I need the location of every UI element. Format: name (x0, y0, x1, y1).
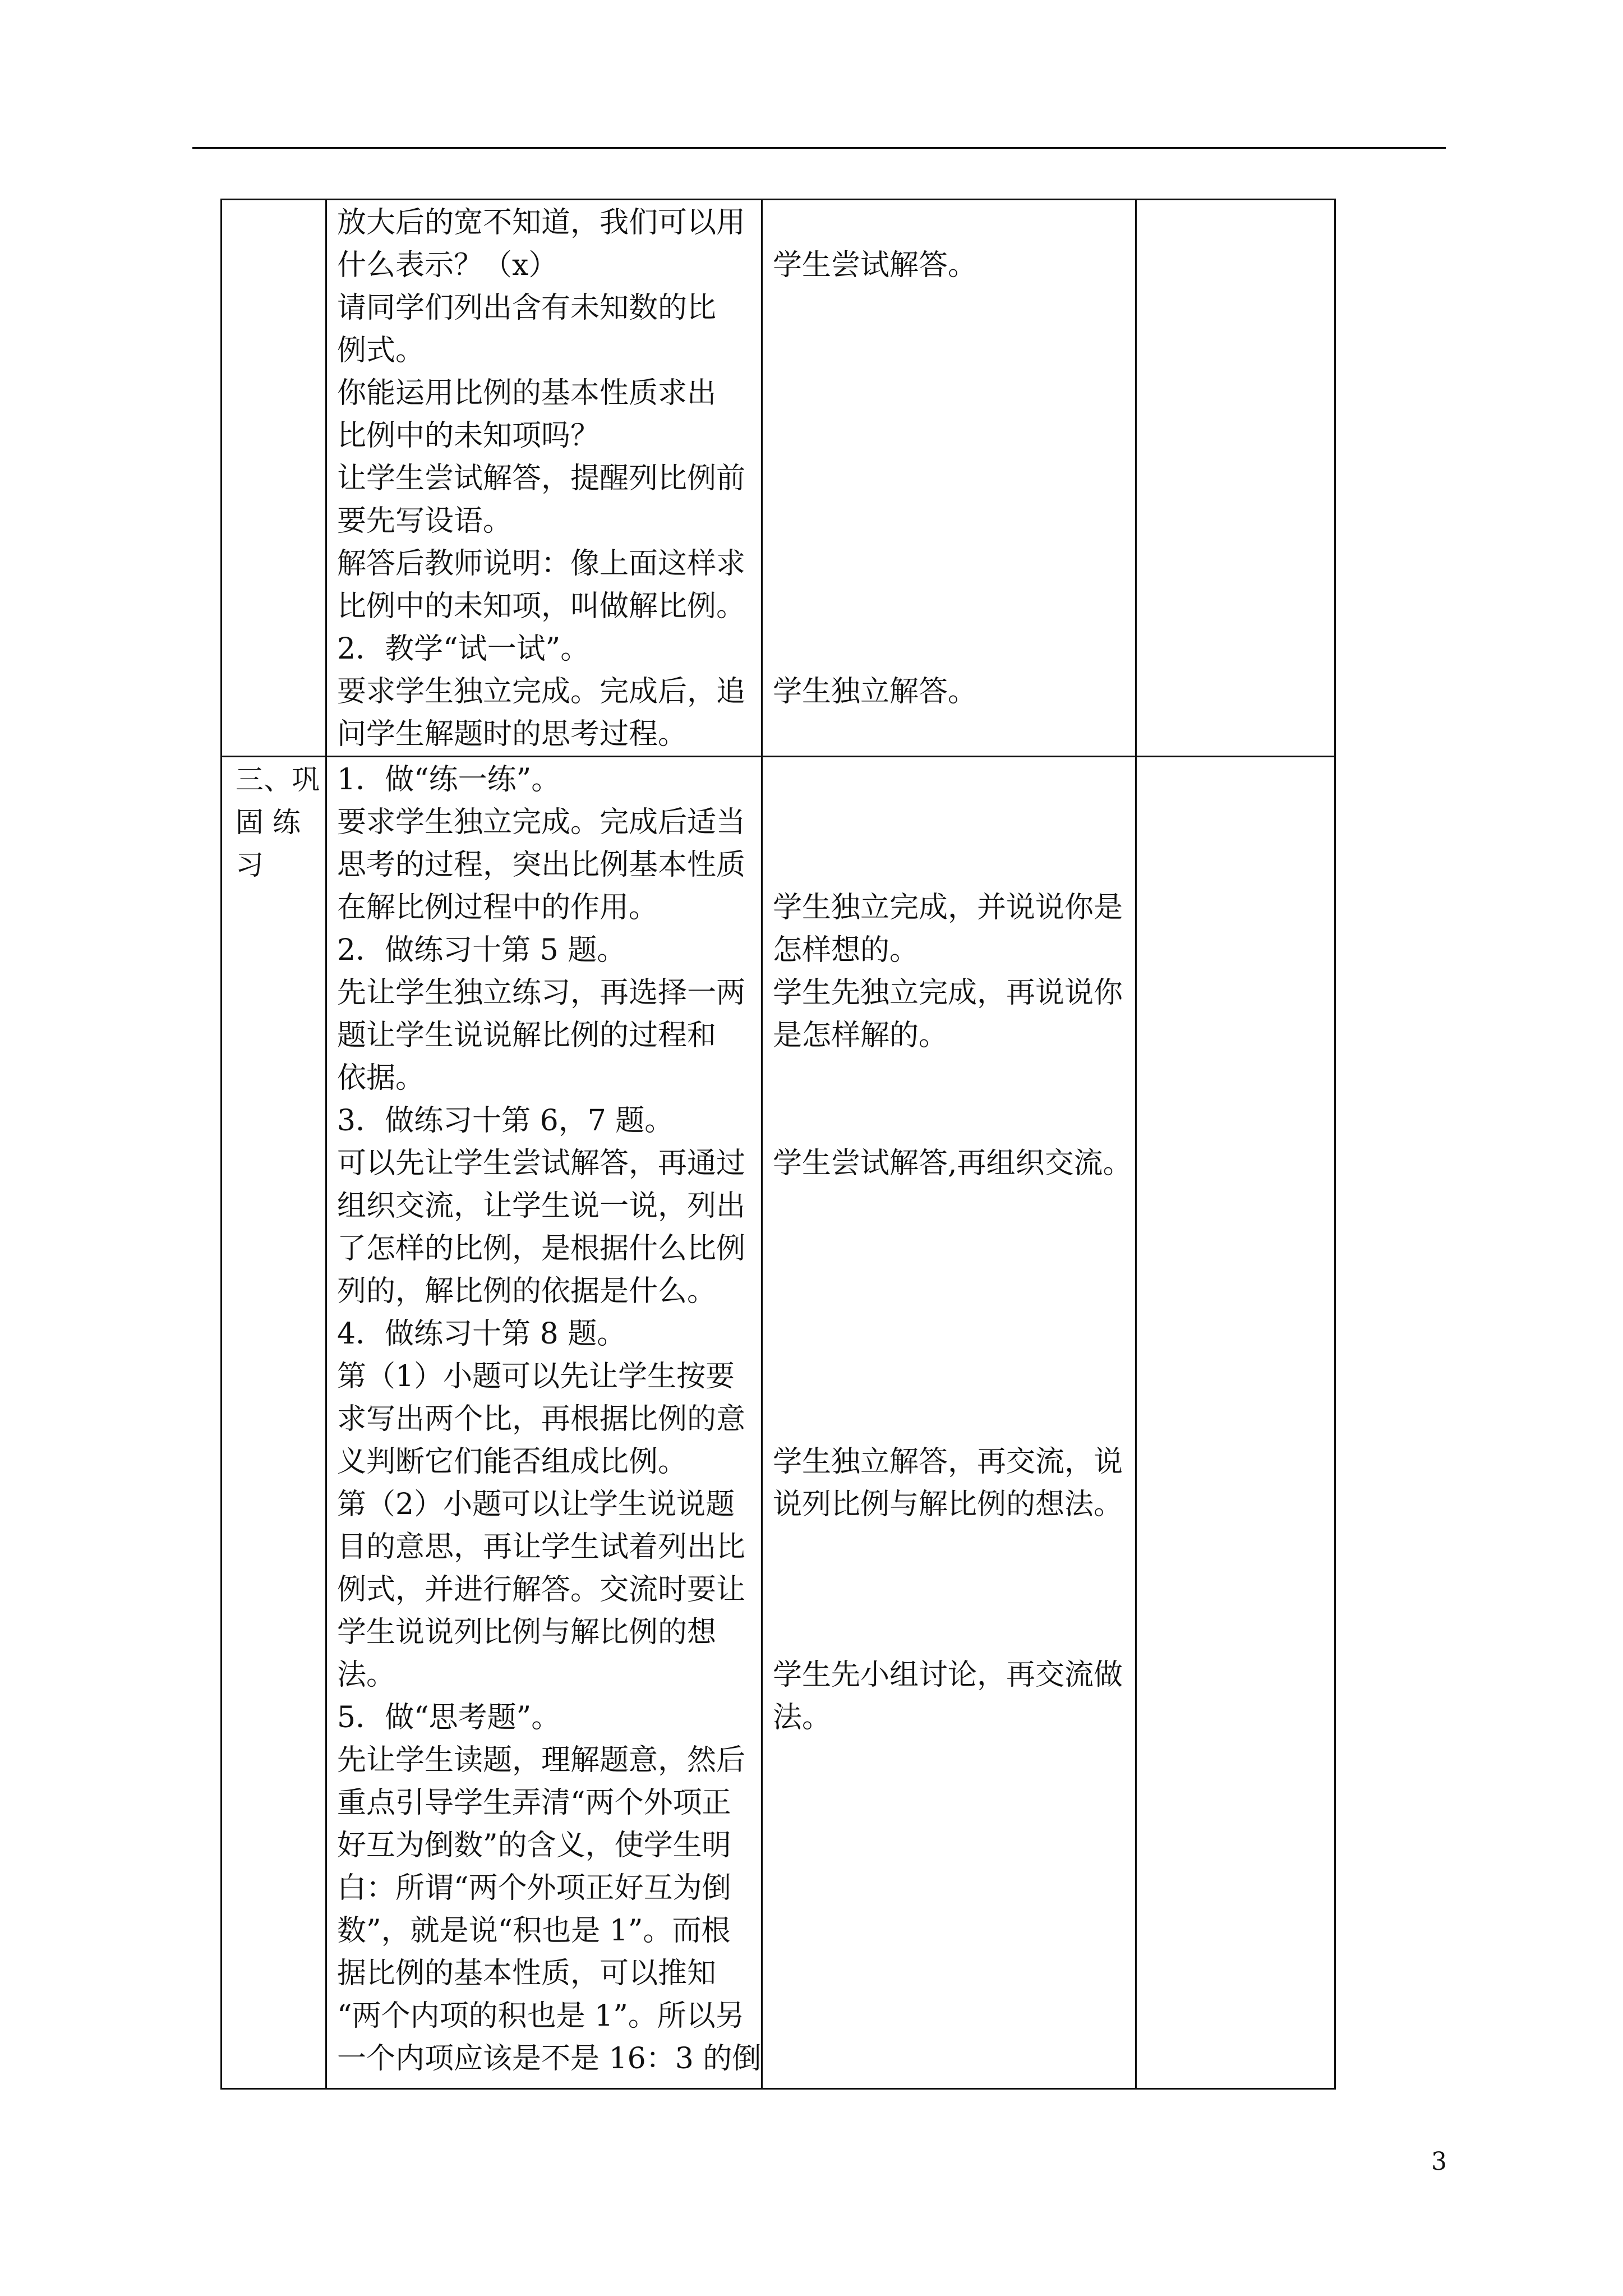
page-number: 3 (1431, 2147, 1447, 2176)
text-line: 依据。 (337, 1061, 425, 1095)
text-line: 先让学生读题，理解题意，然后 (337, 1743, 746, 1777)
text-line: 法。 (337, 1658, 396, 1692)
section-label (222, 200, 325, 201)
notes-cell (1136, 757, 1335, 2089)
text-line: 4．做练习十第 8 题。 (337, 1317, 626, 1351)
text-line: 比例中的未知项，叫做解比例。 (337, 590, 746, 623)
text-line: 第（1）小题可以先让学生按要 (337, 1360, 735, 1393)
text-line: 好互为倒数”的含义，使学生明 (337, 1829, 731, 1862)
table-row (222, 200, 1335, 757)
text-line: 让学生尝试解答，提醒列比例前 (337, 462, 746, 495)
text-line: 要先写设语。 (337, 504, 513, 538)
section-label: 三、巩 (236, 763, 320, 796)
student-activity-cell (762, 200, 1136, 757)
student-response: 学生独立完成，并说说你是 (773, 891, 1123, 924)
teacher-activity-cell (326, 757, 762, 2089)
lesson-plan-table (220, 199, 1336, 2090)
text-line: 例式，并进行解答。交流时要让 (337, 1573, 746, 1607)
student-response: 学生先小组讨论，再交流做 (773, 1658, 1123, 1692)
text-line: 1．做“练一练”。 (337, 763, 561, 797)
student-response: 说列比例与解比例的想法。 (773, 1488, 1123, 1521)
text-line: 要求学生独立完成。完成后，追 (337, 675, 746, 708)
text-line: 列的，解比例的依据是什么。 (337, 1274, 717, 1308)
student-response: 学生尝试解答,再组织交流。 (773, 1147, 1132, 1180)
student-response: 怎样想的。 (773, 933, 919, 967)
text-line: 2．教学“试一试”。 (337, 632, 590, 666)
text-line: 3．做练习十第 6，7 题。 (337, 1104, 674, 1138)
text-line: 问学生解题时的思考过程。 (337, 717, 688, 751)
student-response: 是怎样解的。 (773, 1019, 948, 1052)
text-line: 解答后教师说明：像上面这样求 (337, 547, 746, 581)
text-line: 先让学生独立练习，再选择一两 (337, 976, 746, 1010)
text-line: 义判断它们能否组成比例。 (337, 1445, 688, 1479)
student-response: 法。 (773, 1701, 832, 1734)
text-line: 重点引导学生弄清“两个外项正 (337, 1786, 731, 1820)
teacher-activity-cell (326, 200, 762, 757)
text-line: 思考的过程，突出比例基本性质 (337, 848, 746, 882)
text-line: 白：所谓“两个外项正好互为倒 (337, 1871, 731, 1905)
student-response: 学生先独立完成，再说说你 (773, 976, 1123, 1010)
table-row (222, 757, 1335, 2089)
student-response: 学生独立解答。 (773, 675, 978, 708)
text-line: 求写出两个比，再根据比例的意 (337, 1402, 746, 1436)
text-line: 一个内项应该是不是 16：3 的倒 (337, 2042, 762, 2076)
text-line: 你能运用比例的基本性质求出 (337, 376, 717, 410)
text-line: 在解比例过程中的作用。 (337, 891, 658, 924)
student-activity-cell (762, 757, 1136, 2089)
text-line: 第（2）小题可以让学生说说题 (337, 1488, 735, 1521)
text-line: 可以先让学生尝试解答，再通过 (337, 1147, 746, 1180)
student-response: 学生独立解答，再交流，说 (773, 1445, 1123, 1479)
section-cell (222, 757, 326, 2089)
text-line: “两个内项的积也是 1”。所以另 (337, 1999, 745, 2033)
header-rule (192, 147, 1446, 149)
notes-cell (1136, 200, 1335, 757)
text-line: 了怎样的比例，是根据什么比例 (337, 1232, 746, 1266)
notes-text (1137, 200, 1334, 201)
text-line: 比例中的未知项吗？ (337, 419, 600, 453)
text-line: 例式。 (337, 334, 425, 367)
text-line: 请同学们列出含有未知数的比 (337, 291, 717, 325)
text-line: 要求学生独立完成。完成后适当 (337, 806, 746, 839)
section-label: 习 (236, 849, 264, 881)
text-line: 什么表示？（x） (337, 249, 558, 282)
text-line: 放大后的宽不知道，我们可以用 (337, 206, 746, 240)
section-cell (222, 200, 326, 757)
text-line: 5．做“思考题”。 (337, 1701, 561, 1734)
text-line: 据比例的基本性质，可以推知 (337, 1957, 717, 1990)
student-response: 学生尝试解答。 (773, 249, 978, 282)
notes-text (1137, 757, 1334, 758)
section-label: 固 练 (236, 806, 301, 839)
text-line: 组织交流，让学生说一说，列出 (337, 1189, 746, 1223)
text-line: 题让学生说说解比例的过程和 (337, 1019, 717, 1052)
text-line: 数”，就是说“积也是 1”。而根 (337, 1914, 731, 1948)
text-line: 学生说说列比例与解比例的想 (337, 1616, 717, 1649)
text-line: 2．做练习十第 5 题。 (337, 933, 626, 967)
text-line: 目的意思，再让学生试着列出比 (337, 1530, 746, 1564)
